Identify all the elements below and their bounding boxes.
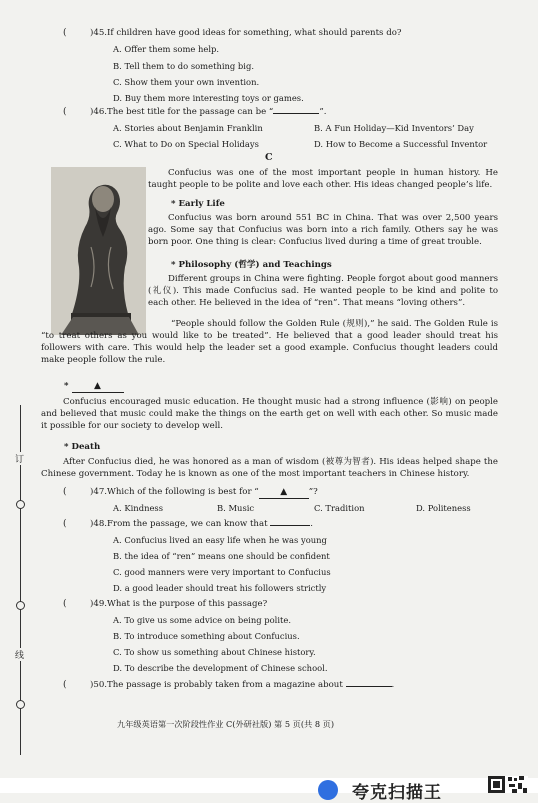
option-46-d: D. How to Become a Successful Inventor [314,139,488,149]
passage-music: Confucius encouraged music education. He thought music had a strong influence (影响) on people and believed that music could make the things on the earth get on well with each other. So music made it possible for our society to develop well. [41,397,498,431]
answer-blank [273,113,319,114]
binding-hole [16,601,25,610]
heading-missing-title: * ▲ [64,380,124,393]
question-50: )50.The passage is probably taken from a magazine about . [90,680,395,690]
binding-hole [16,700,25,709]
option-48-d: D. a good leader should treat his followers strictly [113,583,327,593]
passage-early-life: Confucius was born around 551 BC in China. That was over 2,500 years ago. Some say that Confucius was born into a rich family. Others say he was born poor. One thing is clear: Confucius lived during a time of great trouble. [148,213,498,247]
question-number: )49. [90,599,108,609]
option-46-b: B. A Fun Holiday—Kid Inventors’ Day [314,123,474,133]
answer-blank [346,686,392,687]
option-45-d: D. Buy them more interesting toys or games. [113,93,304,103]
binding-mark-ding: 订 [15,452,24,465]
question-number: )46. [90,107,108,117]
confucius-portrait [51,167,146,335]
option-48-a: A. Confucius lived an easy life when he was young [113,535,327,545]
option-49-b: B. To introduce something about Confucius. [113,631,300,641]
answer-paren: ( [63,599,67,609]
passage-philosophy-2: “People should follow the Golden Rule (规则),” he said. The Golden Rule is “to treat others as you would like to be treated”. He believed that a good leader should treat his followers with care. This would help the leader set a good example. Confucius thought leaders could make people follow the rule. [41,319,498,365]
binding-hole [16,500,25,509]
option-45-c: C. Show them your own invention. [113,77,260,87]
question-text: If children have good ideas for something, what should parents do? [107,28,402,38]
question-number: )47. [90,487,108,497]
heading-philosophy: * Philosophy (哲学) and Teachings [171,260,332,270]
option-49-a: A. To give us some advice on being polite. [113,615,291,625]
option-47-b: B. Music [217,503,255,513]
title-blank: ▲ [72,380,124,393]
passage-death: After Confucius died, he was honored as a man of wisdom (被尊为智者). His ideas helped shape the Chinese government. Today he is known as one of the most important teachers in Chinese history. [41,457,498,479]
question-text-after: ”. [319,107,327,117]
heading-early-life: * Early Life [171,199,225,209]
question-text: The passage is probably taken from a magazine about [107,680,343,690]
option-49-c: C. To show us something about Chinese history. [113,647,316,657]
option-49-d: D. To describe the development of Chinese school. [113,663,328,673]
question-number: )50. [90,680,108,690]
option-46-c: C. What to Do on Special Holidays [113,139,259,149]
question-number: )45. [90,28,108,38]
answer-paren: ( [63,107,67,117]
question-text: What is the purpose of this passage? [107,599,268,609]
qr-code-icon [488,776,528,793]
answer-paren: ( [63,680,67,690]
question-48: )48.From the passage, we can know that . [90,519,313,529]
passage-intro: Confucius was one of the most important people in human history. He taught people to be polite and love each other. His ideas changed people’s life. [148,168,498,190]
question-49 [90,599,267,610]
question-text-before: The best title for the passage can be “ [107,107,274,117]
option-47-a: A. Kindness [113,503,164,513]
passage-philosophy-1: Different groups in China were fighting. People forgot about good manners (礼仪). This made Confucius sad. He wanted people to be kind and polite to each other. He believed in the idea of “ren”. That means “loving others”. [148,274,498,308]
option-47-d: D. Politeness [416,503,471,513]
answer-blank [270,525,310,526]
option-48-c: C. good manners were very important to Confucius [113,567,331,577]
answer-blank: ▲ [259,487,309,499]
scanner-watermark-text: 夸克扫描王 [352,783,442,803]
option-48-b: B. the idea of “ren” means one should be confident [113,551,330,561]
question-text-after: ”? [308,487,318,497]
answer-paren: ( [63,28,67,38]
page-footer: 九年级英语第一次阶段性作业 C(外研社版) 第 5 页(共 8 页) [117,719,335,729]
answer-paren: ( [63,487,67,497]
scanner-logo-icon [318,780,338,800]
question-46 [90,107,326,118]
section-letter: C [265,152,273,163]
heading-death: * Death [64,442,101,452]
option-45-a: A. Offer them some help. [113,44,220,54]
binding-mark-xian: 线 [15,648,24,661]
option-46-a: A. Stories about Benjamin Franklin [113,123,263,133]
question-45 [90,28,401,39]
option-47-c: C. Tradition [314,503,365,513]
question-text-before: Which of the following is best for “ [107,487,259,497]
question-number: )48. [90,519,108,529]
question-47 [90,487,318,499]
answer-paren: ( [63,519,67,529]
option-45-b: B. Tell them to do something big. [113,61,254,71]
scanner-watermark-band [0,778,538,793]
question-text: From the passage, we can know that [107,519,268,529]
